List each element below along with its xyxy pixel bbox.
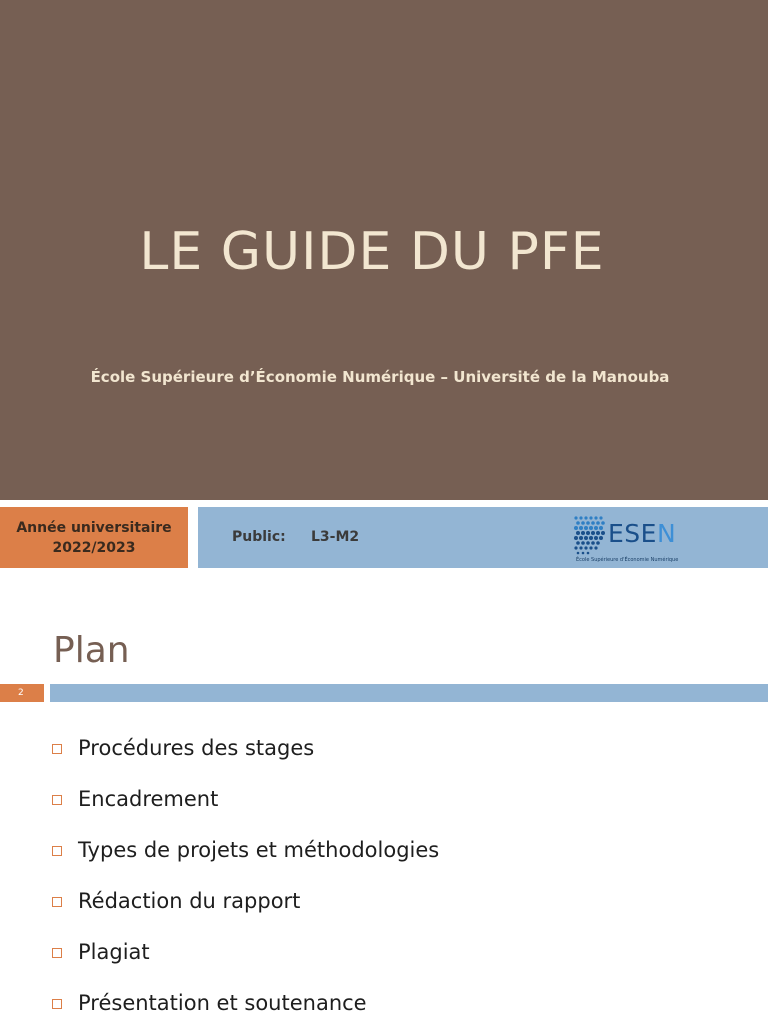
academic-year-box: [0, 507, 188, 568]
list-item-label: Rédaction du rapport: [78, 888, 301, 913]
list-item-label: Plagiat: [78, 939, 150, 964]
square-bullet-icon: [52, 999, 62, 1009]
list-item-label: Procédures des stages: [78, 735, 315, 760]
list-item-label: Types de projets et méthodologies: [78, 837, 440, 862]
academic-year-value: 2022/2023: [52, 539, 136, 556]
academic-year-label: Année universitaire: [16, 519, 172, 536]
slide-title: LE GUIDE DU PFE: [139, 222, 605, 282]
list-item: [52, 824, 439, 875]
square-bullet-icon: [52, 744, 62, 754]
plan-list: [52, 722, 439, 1024]
logo-wordmark-accent: N: [656, 519, 677, 548]
audience-bar: [198, 507, 768, 568]
audience-value: L3-M2: [311, 529, 360, 545]
logo-wordmark: [608, 520, 676, 548]
slide-number-badge: 2: [0, 684, 44, 702]
square-bullet-icon: [52, 846, 62, 856]
square-bullet-icon: [52, 948, 62, 958]
list-item: [52, 977, 439, 1024]
audience-label: Public:: [232, 529, 286, 545]
slide-header-bar: [50, 684, 768, 702]
title-slide-background: [0, 0, 768, 500]
plan-title: Plan: [53, 630, 130, 671]
list-item-label: Présentation et soutenance: [78, 990, 367, 1015]
list-item: [52, 926, 439, 977]
logo-wordmark-main: ESE: [608, 519, 657, 548]
esen-logo: [572, 513, 682, 565]
logo-tagline: École Supérieure d'Économie Numérique: [576, 557, 679, 563]
list-item: [52, 875, 439, 926]
square-bullet-icon: [52, 897, 62, 907]
list-item: [52, 773, 439, 824]
square-bullet-icon: [52, 795, 62, 805]
list-item-label: Encadrement: [78, 786, 219, 811]
slide-subtitle: École Supérieure d’Économie Numérique – Université de la Manouba: [90, 368, 670, 386]
list-item: [52, 722, 439, 773]
dots-logo-icon: [572, 515, 608, 557]
